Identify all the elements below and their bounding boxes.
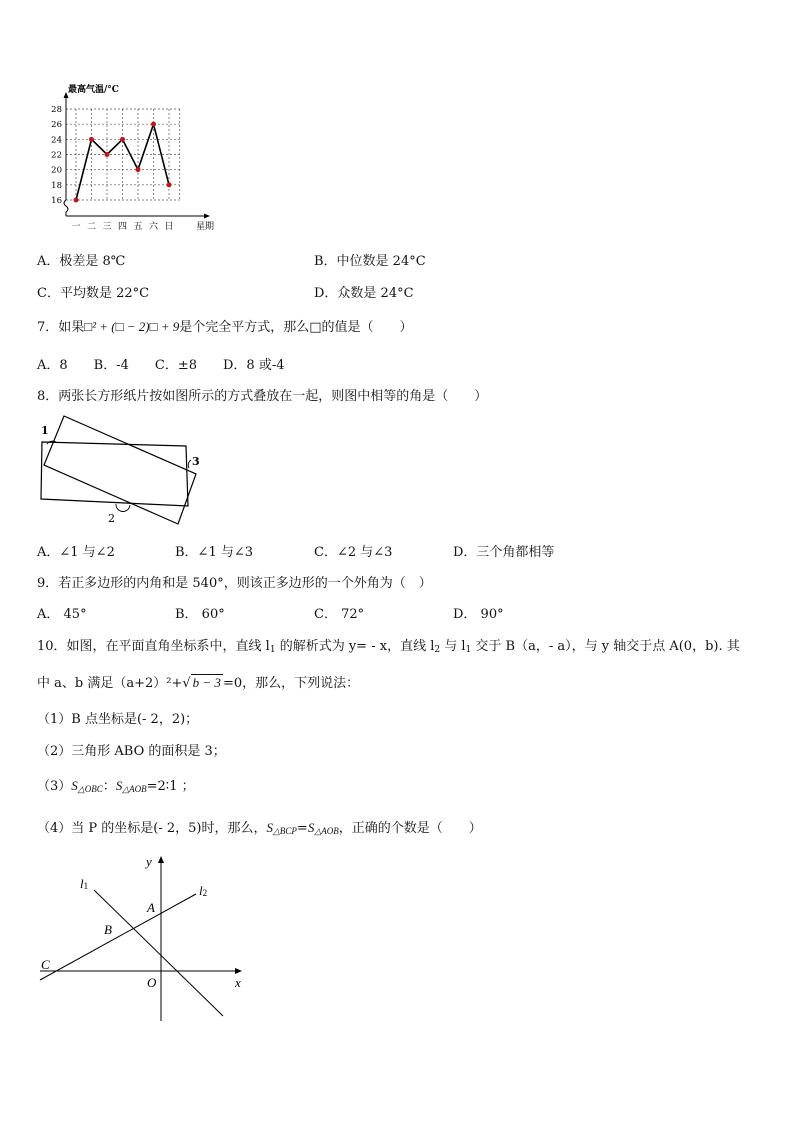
data-point-1 <box>74 198 79 203</box>
data-point-7 <box>167 182 172 187</box>
q8-option-b: B．∠1 与∠3 <box>175 545 254 560</box>
temperature-line-chart <box>40 78 240 238</box>
q8-option-a: A．∠1 与∠2 <box>37 545 115 560</box>
line-l1 <box>94 890 223 1016</box>
angle2-arc <box>116 504 130 512</box>
q7-stem <box>37 316 413 335</box>
q9-option-a: A． 45° <box>37 607 87 622</box>
q7-stem-post: 是个完全平方式，那么□的值是（ ） <box>179 320 413 335</box>
s4-area-b-sub: △AOB <box>314 826 339 836</box>
s3-area-a-sub: △OBC <box>77 784 103 794</box>
x-tick-5: 五 <box>133 222 143 232</box>
q10-l1-part-g: 交于 B（a，- a），与 y 轴交于点 A(0，b). 其 <box>471 639 740 654</box>
s4-equals: = <box>296 821 308 836</box>
q6-option-c: C．平均数是 22°C <box>37 286 150 301</box>
coordinate-figure <box>30 850 260 1030</box>
s4-area-a-sub: △BCP <box>273 826 297 836</box>
q10-l1-sub3: 1 <box>465 645 472 655</box>
x-tick-3: 三 <box>102 222 112 232</box>
q6-option-d: D．众数是 24°C <box>314 286 414 301</box>
data-point-6 <box>151 122 156 127</box>
y-tick-16: 16 <box>51 196 62 206</box>
y-tick-28: 28 <box>51 105 62 115</box>
s3-area-b-sub: △AOB <box>122 784 147 794</box>
q10-statement-3 <box>37 775 195 795</box>
data-point-5 <box>136 167 141 172</box>
q10-l2-part-b: =0，那么，下列说法： <box>222 676 360 691</box>
x-tick-7: 日 <box>164 222 174 232</box>
q9-option-c: C． 72° <box>314 607 365 622</box>
q10-stem-line1 <box>37 635 740 655</box>
x-tick-4: 四 <box>117 222 128 232</box>
q10-l1-sub1: 1 <box>269 645 276 655</box>
chart-grid <box>66 109 180 200</box>
angle1-label: 1 <box>41 424 49 437</box>
q10-l1-sub2: 2 <box>434 645 441 655</box>
x-tick-1: 一 <box>71 222 81 232</box>
sqrt-radicand: b − 3 <box>192 675 221 690</box>
q10-l1-part-e: 与 l <box>440 639 466 654</box>
s3-area-a: S <box>71 778 78 793</box>
q10-statement-1: （1）B 点坐标是(- 2，2)； <box>37 712 199 727</box>
y-tick-24: 24 <box>51 135 62 146</box>
q10-statement-2: （2）三角形 ABO 的面积是 3； <box>37 744 226 759</box>
overlapping-rectangles-figure <box>34 412 214 530</box>
angle3-arc <box>188 460 191 468</box>
angle2-label: 2 <box>108 512 115 525</box>
x-tick-6: 六 <box>148 222 159 232</box>
q10-statement-4 <box>37 817 482 837</box>
q7-expression: □² + (□ − 2)□ + 9 <box>84 319 180 334</box>
line-l2-label: l2 <box>199 883 208 898</box>
q8-option-d: D．三个角都相等 <box>453 545 555 560</box>
point-c-label: C <box>41 957 50 972</box>
sqrt-sign: √ <box>182 676 191 691</box>
x-axis-label: x <box>235 975 241 990</box>
data-point-2 <box>89 137 94 142</box>
q10-l2-part-a: 中 a、b 满足（a+2）²+ <box>37 676 183 691</box>
q8-stem: 8．两张长方形纸片按如图所示的方式叠放在一起，则图中相等的角是（ ） <box>37 389 488 404</box>
s4-area-b: S <box>307 820 315 835</box>
q7-stem-pre: 7．如果 <box>37 320 85 335</box>
rectangle-tilted <box>44 416 196 524</box>
s3-area-b: S <box>115 778 123 793</box>
data-point-4 <box>120 137 125 142</box>
s4-area-a: S <box>266 820 273 835</box>
chart-ylabel: 最高气温/°C <box>68 85 119 95</box>
s3-colon: ： <box>102 779 116 794</box>
chart-xticks <box>71 221 173 232</box>
origin-label: O <box>147 975 157 990</box>
q10-l1-part-c: 的解析式为 y= - x，直线 l <box>275 639 435 654</box>
chart-axis-break <box>64 200 68 216</box>
q9-stem: 9．若正多边形的内角和是 540°，则该正多边形的一个外角为（ ） <box>37 576 432 591</box>
x-axis-arrow <box>235 968 242 974</box>
q10-stem-line2 <box>37 672 359 691</box>
data-point-3 <box>105 152 110 157</box>
angle3-label: 3 <box>192 455 200 468</box>
q10-l1-part-a: 10．如图，在平面直角坐标系中，直线 l <box>37 639 270 654</box>
q8-option-c: C．∠2 与∠3 <box>314 545 393 560</box>
chart-x-arrow <box>204 214 210 219</box>
point-a-label: A <box>147 900 155 915</box>
q6-option-a: A．极差是 8℃ <box>37 254 126 269</box>
y-axis-arrow <box>158 856 164 863</box>
y-tick-18: 18 <box>51 180 62 191</box>
y-tick-26: 26 <box>51 120 62 131</box>
y-tick-22: 22 <box>51 150 62 161</box>
s4-suffix: ，正确的个数是（ ） <box>338 821 482 836</box>
q7-options: A．8 B．-4 C．±8 D．8 或-4 <box>37 358 285 373</box>
q9-option-d: D． 90° <box>453 607 504 622</box>
s3-prefix: （3） <box>37 779 72 794</box>
line-l1-label: l1 <box>80 876 89 891</box>
point-b-label: B <box>104 922 112 937</box>
chart-xlabel: 星期 <box>196 222 215 232</box>
y-tick-20: 20 <box>51 165 62 176</box>
chart-yticks <box>51 105 62 206</box>
y-axis-label: y <box>146 854 152 869</box>
s3-ratio: =2∶1 ； <box>146 779 195 794</box>
x-tick-2: 二 <box>86 222 97 232</box>
q6-option-b: B．中位数是 24°C <box>314 254 426 269</box>
q9-option-b: B． 60° <box>175 607 225 622</box>
s4-prefix: （4）当 P 的坐标是(- 2，5)时，那么， <box>37 821 267 836</box>
